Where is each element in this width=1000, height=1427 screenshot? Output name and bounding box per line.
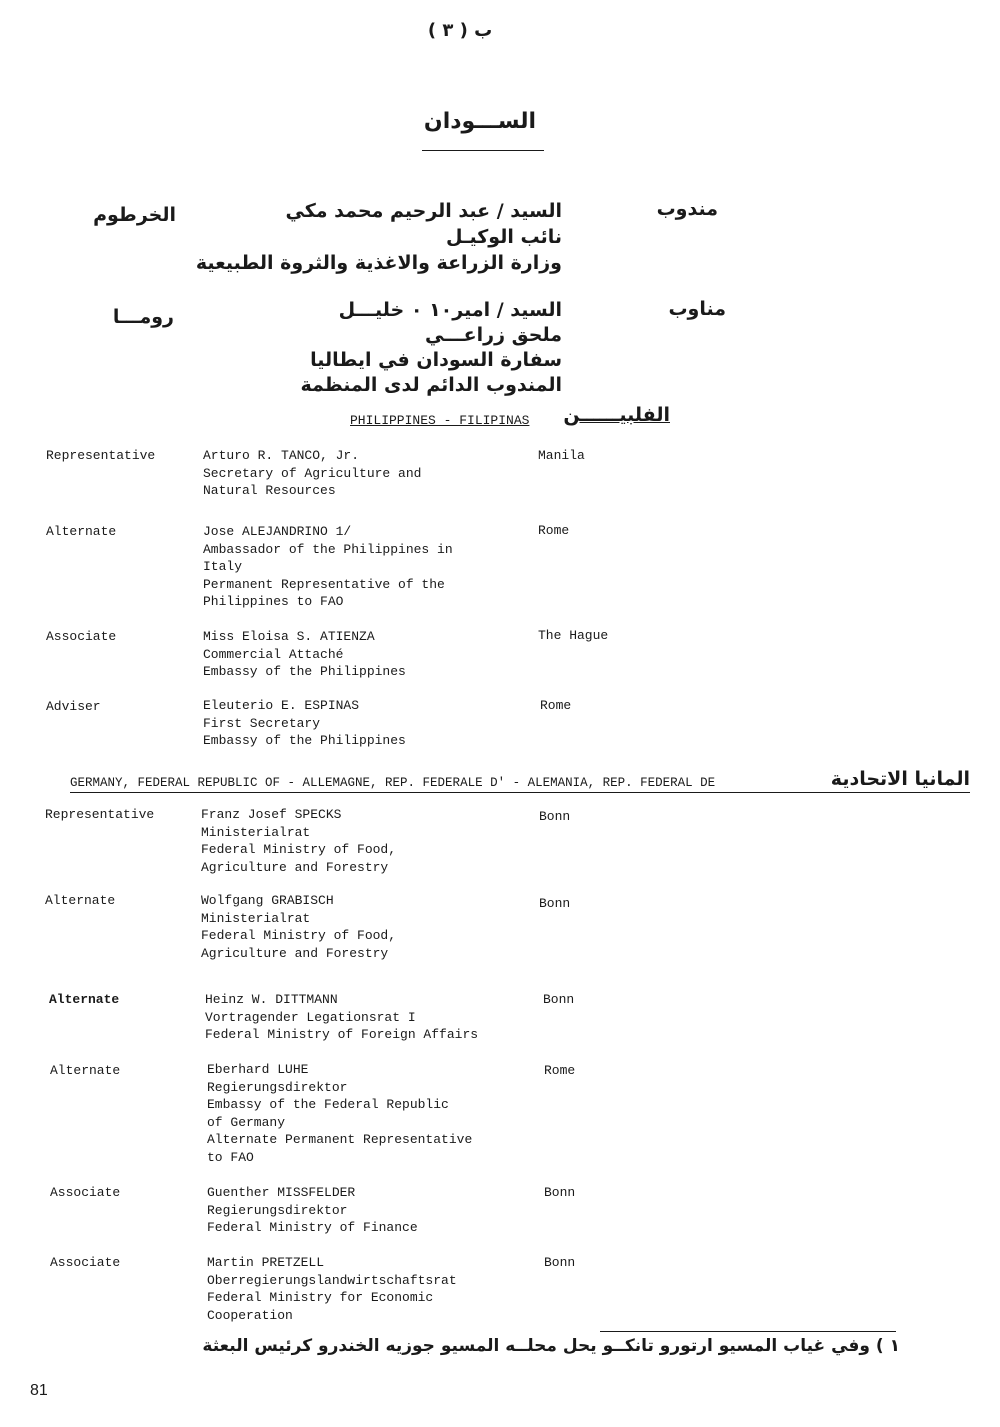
- city-label: Bonn: [544, 1255, 576, 1270]
- city-label: Bonn: [539, 809, 571, 824]
- detail-line: Federal Ministry of Finance: [207, 1220, 418, 1235]
- delegate-details: [207, 1061, 472, 1166]
- delegate-details: [207, 1254, 457, 1324]
- detail-line: Martin PRETZELL: [207, 1255, 325, 1270]
- detail-line: Eleuterio E. ESPINAS: [203, 698, 360, 713]
- delegate-details: [240, 298, 562, 398]
- detail-line: المندوب الدائم لدى المنظمة: [300, 374, 562, 396]
- detail-line: Philippines to FAO: [203, 594, 344, 609]
- role-label: Adviser: [46, 699, 101, 714]
- heading-underline: [422, 150, 544, 151]
- detail-line: Federal Ministry of Food,: [201, 928, 397, 943]
- delegate-details: [201, 892, 396, 962]
- city-label: Bonn: [539, 896, 571, 911]
- detail-line: Wolfgang GRABISCH: [201, 893, 334, 908]
- detail-line: Embassy of the Philippines: [203, 733, 406, 748]
- detail-line: Heinz W. DITTMANN: [205, 992, 338, 1007]
- page-number: 81: [30, 1382, 48, 1399]
- detail-line: Ministerialrat: [201, 910, 311, 926]
- detail-line: السيد / امير١٠ ٠ خليـــل: [338, 299, 562, 321]
- footnote-separator: [600, 1331, 896, 1332]
- detail-line: Oberregierungslandwirtschaftsrat: [207, 1272, 457, 1288]
- detail-line: Commercial Attaché: [203, 646, 344, 662]
- role-label: Associate: [50, 1185, 121, 1200]
- detail-line: Federal Ministry of Food,: [201, 842, 397, 857]
- detail-line: Permanent Representative of the: [203, 576, 445, 592]
- role-label: مناوب: [668, 298, 726, 320]
- country-heading-germany: GERMANY, FEDERAL REPUBLIC OF - ALLEMAGNE, REP. FEDERALE D' - ALEMANIA, REP. FEDERAL DE: [70, 776, 716, 790]
- delegate-details: [203, 628, 406, 681]
- detail-line: Embassy of the Philippines: [203, 664, 406, 679]
- role-label: Alternate: [50, 1063, 121, 1078]
- delegate-details: [201, 806, 396, 876]
- city-label: Bonn: [544, 1185, 576, 1200]
- city-label: الخرطوم: [93, 204, 176, 226]
- detail-line: Federal Ministry of Foreign Affairs: [205, 1027, 479, 1042]
- detail-line: Miss Eloisa S. ATIENZA: [203, 629, 375, 644]
- detail-line: Jose ALEJANDRINO 1/: [203, 524, 352, 539]
- role-label: Alternate: [46, 524, 117, 539]
- city-label: Rome: [538, 523, 570, 538]
- detail-line: of Germany: [207, 1114, 286, 1130]
- detail-line: Regierungsdirektor: [207, 1202, 348, 1218]
- country-heading-arabic: المانيا الاتحادية: [830, 768, 970, 790]
- detail-line: First Secretary: [203, 715, 321, 731]
- detail-line: ملحق زراعـــي: [424, 324, 562, 346]
- detail-line: Guenther MISSFELDER: [207, 1185, 356, 1200]
- role-label: Representative: [46, 448, 156, 463]
- detail-line: Natural Resources: [203, 483, 336, 498]
- detail-line: Agriculture and Forestry: [201, 859, 389, 875]
- country-heading-sudan: الســـودان: [423, 109, 537, 134]
- delegate-details: [207, 1184, 418, 1237]
- delegate-details: [203, 447, 421, 500]
- city-label: رومـــا: [112, 306, 174, 328]
- detail-line: Ambassador of the Philippines in: [203, 541, 453, 557]
- detail-line: Eberhard LUHE: [207, 1062, 309, 1077]
- detail-line: Ministerialrat: [201, 824, 311, 840]
- detail-line: Vortragender Legationsrat I: [205, 1009, 416, 1025]
- detail-line: Franz Josef SPECKS: [201, 807, 342, 822]
- role-label: Alternate: [45, 893, 116, 908]
- page-label: ب ( ٣ ): [427, 20, 493, 41]
- country-heading-arabic: الفلبيــــــن: [563, 404, 670, 426]
- footnote: ١ ) وفي غياب المسيو ارتورو تانكــو يحل محلــه المسيو جوزيه الخندرو كرئيس البعثة: [202, 1336, 900, 1356]
- delegate-details: [195, 198, 562, 276]
- role-label: Associate: [46, 629, 117, 644]
- detail-line: سفارة السودان في ايطاليا: [310, 349, 562, 371]
- detail-line: to FAO: [207, 1149, 254, 1165]
- role-label: مندوب: [656, 198, 718, 220]
- detail-line: Alternate Permanent Representative: [207, 1132, 473, 1147]
- role-label: Representative: [45, 807, 155, 822]
- city-label: Bonn: [543, 992, 575, 1007]
- detail-line: وزارة الزراعة والاغذية والثروة الطبيعية: [195, 252, 562, 274]
- role-label: Associate: [50, 1255, 121, 1270]
- detail-line: Federal Ministry for Economic: [207, 1290, 434, 1305]
- detail-line: Regierungsdirektor: [207, 1079, 348, 1095]
- city-label: Rome: [544, 1063, 576, 1078]
- heading-underline: [70, 792, 970, 793]
- city-label: The Hague: [538, 628, 609, 643]
- detail-line: Agriculture and Forestry: [201, 945, 389, 961]
- detail-line: Embassy of the Federal Republic: [207, 1097, 449, 1112]
- delegate-details: [205, 991, 478, 1044]
- delegate-details: [203, 523, 453, 611]
- city-label: Rome: [540, 698, 572, 713]
- detail-line: السيد / عبد الرحيم محمد مكي: [285, 200, 562, 222]
- country-heading-philippines: PHILIPPINES - FILIPINAS: [350, 413, 530, 428]
- delegate-details: [203, 697, 406, 750]
- detail-line: Arturo R. TANCO, Jr.: [203, 448, 360, 463]
- detail-line: Secretary of Agriculture and: [203, 465, 422, 481]
- detail-line: Italy: [203, 559, 243, 574]
- role-label: Alternate: [49, 992, 120, 1007]
- city-label: Manila: [538, 448, 585, 463]
- detail-line: Cooperation: [207, 1307, 293, 1323]
- detail-line: نائب الوكيـل: [446, 226, 562, 248]
